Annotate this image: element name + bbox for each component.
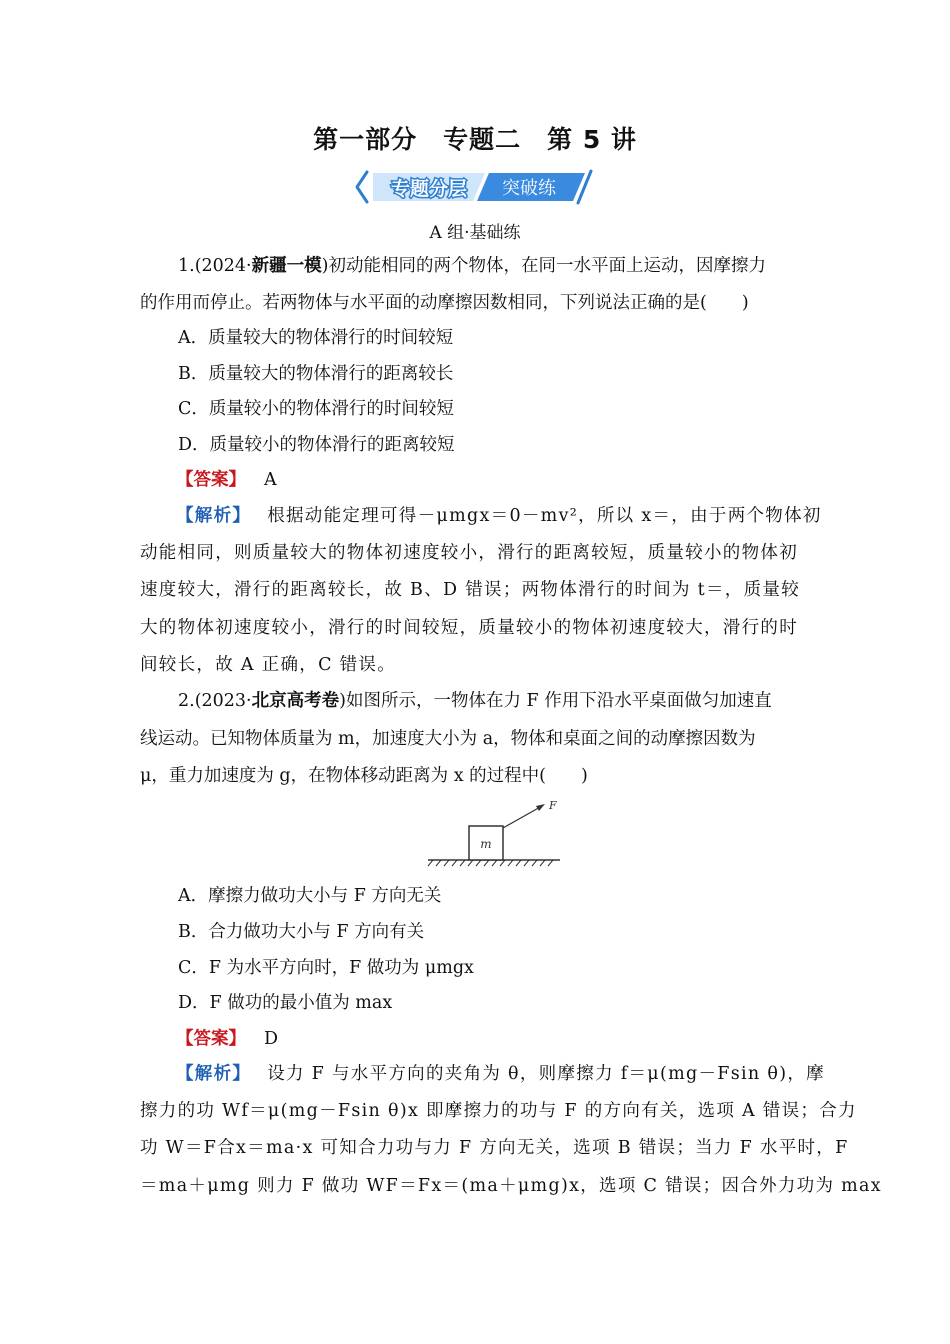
q2-answer-value: D — [264, 1029, 279, 1049]
q2-analysis-line3: 功 W＝F合x＝ma·x 可知合力功与力 F 方向无关，选项 B 错误；当力 F 水平时，F — [140, 1138, 849, 1158]
q2-analysis-text: 设力 F 与水平方向的夹角为 θ，则摩擦力 f＝μ(mg－Fsin θ)，摩 — [267, 1064, 825, 1084]
q2-analysis-line1 — [176, 1062, 825, 1086]
title-part: 第一部分 — [313, 125, 418, 154]
section-banner — [353, 168, 601, 206]
q2-stem-text: )如图所示，一物体在力 F 作用下沿水平桌面做匀加速直 — [339, 691, 772, 711]
q2-stem-line3: μ，重力加速度为 g，在物体移动距离为 x 的过程中( ) — [140, 766, 588, 786]
q1-option-d: D．质量较小的物体滑行的距离较短 — [178, 435, 455, 455]
q1-stem-line1 — [178, 254, 766, 278]
q1-analysis-line5: 间较长，故 A 正确，C 错误。 — [140, 655, 397, 675]
q1-stem-text: )初动能相同的两个物体，在同一水平面上运动，因摩擦力 — [321, 256, 766, 276]
q1-source: 新疆一模 — [251, 256, 322, 276]
title-lecture: 第 5 讲 — [547, 125, 637, 154]
title-topic: 专题二 — [443, 125, 522, 154]
q1-stem-line2: 的作用而停止。若两物体与水平面的动摩擦因数相同，下列说法正确的是( ) — [140, 293, 749, 313]
force-arrowhead — [536, 804, 545, 811]
force-line — [503, 806, 542, 828]
q2-analysis-tag: 【解析】 — [176, 1064, 252, 1084]
q2-analysis-line2: 擦力的功 Wf＝μ(mg－Fsin θ)x 即摩擦力的功与 F 的方向有关，选项 A 错误；合力 — [140, 1101, 857, 1121]
q1-analysis-line2: 动能相同，则质量较大的物体初速度较小，滑行的距离较短，质量较小的物体初 — [140, 543, 798, 563]
q1-option-c: C．质量较小的物体滑行的时间较短 — [178, 399, 454, 419]
q1-analysis-line3: 速度较大，滑行的距离较长，故 B、D 错误；两物体滑行的时间为 t＝，质量较 — [140, 580, 801, 600]
q2-option-a: A．摩擦力做功大小与 F 方向无关 — [178, 886, 442, 906]
q1-number: 1.(2024· — [178, 256, 252, 276]
q2-stem-line1 — [178, 689, 772, 713]
banner-left-text: 专题分层 — [390, 178, 468, 200]
q1-answer-tag: 【答案】 — [176, 470, 246, 490]
block-force-figure — [425, 800, 565, 868]
q2-source: 北京高考卷 — [251, 691, 340, 711]
q2-option-d: D．F 做功的最小值为 max — [178, 993, 393, 1013]
q2-number: 2.(2023· — [178, 691, 252, 711]
page-title — [0, 120, 950, 156]
q1-answer-value: A — [264, 470, 277, 490]
mass-label: m — [480, 837, 492, 851]
q1-answer — [176, 468, 277, 492]
q1-analysis-text: 根据动能定理可得－μmgx＝0－mv²，所以 x＝，由于两个物体初 — [267, 506, 822, 526]
q1-analysis-line1 — [176, 504, 822, 528]
q2-answer — [176, 1027, 278, 1051]
banner-right-text: 突破练 — [502, 178, 556, 199]
q1-option-b: B．质量较大的物体滑行的距离较长 — [178, 364, 454, 384]
q1-analysis-tag: 【解析】 — [176, 506, 252, 526]
q1-analysis-line4: 大的物体初速度较小，滑行的时间较短，质量较小的物体初速度较大，滑行的时 — [140, 618, 798, 638]
q1-option-a: A．质量较大的物体滑行的时间较短 — [178, 328, 454, 348]
q2-option-c: C．F 为水平方向时，F 做功为 μmgx — [178, 958, 474, 978]
force-label: F — [549, 800, 557, 812]
q2-analysis-line4: ＝ma＋μmg 则力 F 做功 WF＝Fx＝(ma＋μmg)x，选项 C 错误；因合外力功为 max — [140, 1176, 882, 1196]
group-title: A 组·基础练 — [429, 223, 521, 243]
q2-answer-tag: 【答案】 — [176, 1029, 246, 1049]
q2-stem-line2: 线运动。已知物体质量为 m，加速度大小为 a，物体和桌面之间的动摩擦因数为 — [140, 729, 756, 749]
q2-option-b: B．合力做功大小与 F 方向有关 — [178, 922, 425, 942]
